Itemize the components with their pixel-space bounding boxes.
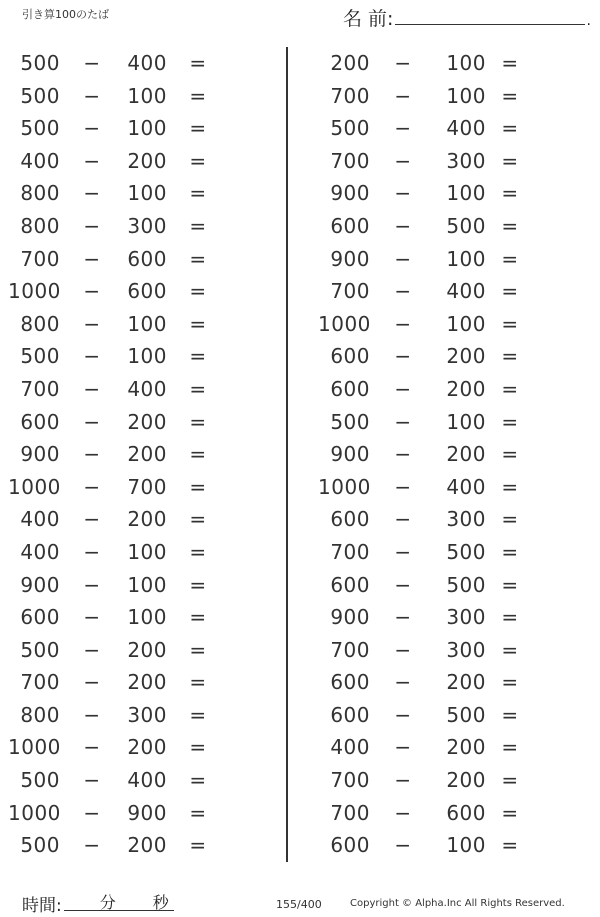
equals-sign: =	[189, 833, 207, 858]
seconds-label: 秒	[152, 893, 169, 912]
minuend: 900	[20, 442, 60, 467]
problem-row	[310, 829, 590, 862]
subtrahend: 200	[446, 768, 486, 793]
equals-sign: =	[189, 213, 207, 238]
equals-sign: =	[501, 148, 519, 173]
minus-sign: −	[83, 279, 101, 304]
problem-row	[310, 601, 590, 634]
minus-sign: −	[394, 768, 412, 793]
minus-sign: −	[83, 116, 101, 141]
minus-sign: −	[394, 116, 412, 141]
problem-row	[310, 145, 590, 178]
subtrahend: 300	[446, 148, 486, 173]
problem-row	[310, 177, 590, 210]
subtrahend: 600	[127, 279, 167, 304]
problem-row	[0, 80, 280, 113]
minuend: 800	[20, 311, 60, 336]
equals-sign: =	[189, 344, 207, 369]
minus-sign: −	[83, 148, 101, 173]
minuend: 500	[20, 116, 60, 141]
problem-row	[0, 340, 280, 373]
minuend: 500	[20, 51, 60, 75]
subtrahend: 200	[127, 833, 167, 858]
problem-row	[0, 536, 280, 569]
subtrahend: 200	[127, 670, 167, 695]
minus-sign: −	[83, 800, 101, 825]
minuend: 700	[330, 539, 370, 564]
subtrahend: 200	[127, 507, 167, 532]
subtrahend: 100	[446, 409, 486, 434]
equals-sign: =	[189, 735, 207, 760]
minus-sign: −	[83, 768, 101, 793]
minus-sign: −	[83, 735, 101, 760]
minuend: 200	[330, 51, 370, 75]
worksheet-title: 引き算100のたば	[22, 8, 109, 21]
minus-sign: −	[83, 51, 101, 75]
minuend: 1000	[8, 735, 61, 760]
subtrahend: 900	[127, 800, 167, 825]
problem-row	[0, 601, 280, 634]
subtrahend: 300	[127, 702, 167, 727]
equals-sign: =	[501, 572, 519, 597]
subtrahend: 100	[446, 181, 486, 206]
name-dot: .	[586, 13, 591, 29]
minus-sign: −	[83, 344, 101, 369]
problem-row	[310, 80, 590, 113]
minuend: 400	[20, 507, 60, 532]
minuend: 700	[330, 637, 370, 662]
minus-sign: −	[83, 442, 101, 467]
subtrahend: 200	[446, 442, 486, 467]
subtrahend: 600	[127, 246, 167, 271]
equals-sign: =	[189, 768, 207, 793]
problem-row	[310, 666, 590, 699]
problem-row	[0, 112, 280, 145]
minus-sign: −	[394, 800, 412, 825]
equals-sign: =	[501, 800, 519, 825]
minus-sign: −	[394, 213, 412, 238]
minus-sign: −	[394, 279, 412, 304]
minus-sign: −	[83, 637, 101, 662]
minuend: 1000	[8, 474, 61, 499]
name-label: 名 前:	[343, 8, 394, 30]
minuend: 700	[330, 768, 370, 793]
minutes-label: 分	[99, 893, 116, 912]
equals-sign: =	[501, 83, 519, 108]
equals-sign: =	[189, 116, 207, 141]
name-field	[343, 4, 591, 31]
subtrahend: 500	[446, 213, 486, 238]
minuend: 600	[330, 213, 370, 238]
minus-sign: −	[394, 670, 412, 695]
time-input-line[interactable]	[64, 890, 174, 911]
minuend: 500	[20, 833, 60, 858]
minus-sign: −	[83, 83, 101, 108]
equals-sign: =	[189, 148, 207, 173]
subtrahend: 100	[127, 116, 167, 141]
minus-sign: −	[394, 344, 412, 369]
equals-sign: =	[501, 735, 519, 760]
equals-sign: =	[501, 279, 519, 304]
minus-sign: −	[394, 507, 412, 532]
minuend: 700	[20, 670, 60, 695]
problem-row	[310, 438, 590, 471]
minus-sign: −	[394, 572, 412, 597]
equals-sign: =	[501, 507, 519, 532]
equals-sign: =	[501, 833, 519, 858]
minuend: 400	[20, 148, 60, 173]
problem-row	[0, 829, 280, 862]
subtrahend: 300	[446, 507, 486, 532]
minuend: 700	[20, 376, 60, 401]
column-divider	[286, 47, 288, 862]
minuend: 500	[20, 344, 60, 369]
subtrahend: 400	[446, 279, 486, 304]
equals-sign: =	[189, 800, 207, 825]
problem-row	[310, 275, 590, 308]
equals-sign: =	[189, 637, 207, 662]
subtrahend: 200	[127, 442, 167, 467]
time-field	[22, 890, 174, 916]
equals-sign: =	[189, 572, 207, 597]
equals-sign: =	[501, 637, 519, 662]
minus-sign: −	[83, 376, 101, 401]
equals-sign: =	[189, 246, 207, 271]
equals-sign: =	[501, 474, 519, 499]
problem-row	[310, 340, 590, 373]
problem-row	[310, 243, 590, 276]
minus-sign: −	[394, 246, 412, 271]
subtrahend: 300	[446, 605, 486, 630]
minuend: 600	[330, 507, 370, 532]
minus-sign: −	[83, 507, 101, 532]
problem-row	[310, 764, 590, 797]
left-problem-column	[0, 47, 280, 862]
subtrahend: 100	[446, 311, 486, 336]
problem-row	[0, 275, 280, 308]
right-problem-column	[310, 47, 590, 862]
minus-sign: −	[83, 181, 101, 206]
minus-sign: −	[83, 572, 101, 597]
minuend: 700	[330, 279, 370, 304]
subtrahend: 300	[446, 637, 486, 662]
minus-sign: −	[394, 51, 412, 75]
minuend: 600	[330, 344, 370, 369]
minus-sign: −	[83, 670, 101, 695]
minuend: 1000	[318, 474, 371, 499]
equals-sign: =	[189, 51, 207, 75]
problem-row	[310, 471, 590, 504]
minus-sign: −	[394, 735, 412, 760]
problem-row	[310, 406, 590, 439]
minuend: 600	[330, 702, 370, 727]
subtrahend: 100	[446, 51, 486, 75]
minuend: 600	[20, 605, 60, 630]
equals-sign: =	[501, 246, 519, 271]
equals-sign: =	[501, 181, 519, 206]
minus-sign: −	[394, 311, 412, 336]
minuend: 500	[330, 116, 370, 141]
problem-row	[0, 666, 280, 699]
minuend: 900	[330, 181, 370, 206]
subtrahend: 400	[127, 768, 167, 793]
problem-row	[0, 699, 280, 732]
equals-sign: =	[501, 442, 519, 467]
minuend: 700	[330, 148, 370, 173]
minuend: 500	[20, 83, 60, 108]
minus-sign: −	[394, 539, 412, 564]
problem-row	[310, 308, 590, 341]
minuend: 800	[20, 702, 60, 727]
equals-sign: =	[189, 279, 207, 304]
subtrahend: 100	[127, 539, 167, 564]
subtrahend: 100	[127, 572, 167, 597]
minuend: 500	[20, 637, 60, 662]
time-label: 時間:	[22, 896, 62, 916]
problem-row	[0, 210, 280, 243]
problem-row	[310, 699, 590, 732]
equals-sign: =	[501, 768, 519, 793]
equals-sign: =	[189, 409, 207, 434]
minuend: 700	[20, 246, 60, 271]
equals-sign: =	[501, 213, 519, 238]
minus-sign: −	[394, 605, 412, 630]
subtrahend: 100	[127, 605, 167, 630]
problem-row	[0, 797, 280, 830]
problem-row	[0, 569, 280, 602]
minuend: 800	[20, 213, 60, 238]
equals-sign: =	[501, 539, 519, 564]
subtrahend: 700	[127, 474, 167, 499]
problem-row	[0, 438, 280, 471]
minuend: 600	[20, 409, 60, 434]
subtrahend: 500	[446, 702, 486, 727]
equals-sign: =	[189, 539, 207, 564]
page-number: 155/400	[276, 898, 322, 911]
problem-row	[310, 536, 590, 569]
minus-sign: −	[394, 148, 412, 173]
problem-row	[0, 177, 280, 210]
subtrahend: 200	[446, 735, 486, 760]
subtrahend: 100	[127, 344, 167, 369]
equals-sign: =	[189, 83, 207, 108]
minuend: 900	[20, 572, 60, 597]
equals-sign: =	[501, 116, 519, 141]
equals-sign: =	[501, 409, 519, 434]
subtrahend: 100	[446, 246, 486, 271]
subtrahend: 100	[127, 83, 167, 108]
equals-sign: =	[501, 311, 519, 336]
subtrahend: 200	[446, 344, 486, 369]
problem-row	[310, 634, 590, 667]
equals-sign: =	[501, 670, 519, 695]
minus-sign: −	[83, 833, 101, 858]
minus-sign: −	[394, 376, 412, 401]
minuend: 800	[20, 181, 60, 206]
minuend: 600	[330, 670, 370, 695]
minuend: 1000	[8, 800, 61, 825]
minus-sign: −	[394, 83, 412, 108]
problem-row	[310, 503, 590, 536]
problem-row	[310, 569, 590, 602]
subtrahend: 400	[446, 474, 486, 499]
problem-row	[310, 731, 590, 764]
minus-sign: −	[83, 213, 101, 238]
subtrahend: 600	[446, 800, 486, 825]
minus-sign: −	[394, 442, 412, 467]
minuend: 400	[20, 539, 60, 564]
problem-row	[0, 243, 280, 276]
minuend: 500	[330, 409, 370, 434]
minus-sign: −	[83, 539, 101, 564]
minus-sign: −	[83, 702, 101, 727]
minuend: 900	[330, 246, 370, 271]
equals-sign: =	[189, 311, 207, 336]
equals-sign: =	[189, 442, 207, 467]
subtrahend: 200	[446, 376, 486, 401]
subtrahend: 100	[446, 833, 486, 858]
minus-sign: −	[394, 833, 412, 858]
problem-row	[0, 47, 280, 80]
minus-sign: −	[394, 474, 412, 499]
problem-row	[0, 634, 280, 667]
minus-sign: −	[83, 409, 101, 434]
problem-row	[310, 47, 590, 80]
minuend: 500	[20, 768, 60, 793]
minus-sign: −	[83, 311, 101, 336]
problem-row	[0, 145, 280, 178]
problem-row	[0, 471, 280, 504]
minuend: 600	[330, 833, 370, 858]
problem-row	[310, 210, 590, 243]
equals-sign: =	[189, 474, 207, 499]
subtrahend: 100	[127, 311, 167, 336]
problem-row	[0, 308, 280, 341]
minuend: 700	[330, 800, 370, 825]
subtrahend: 200	[127, 735, 167, 760]
equals-sign: =	[189, 507, 207, 532]
subtrahend: 500	[446, 572, 486, 597]
problem-row	[0, 731, 280, 764]
name-input-line[interactable]	[395, 4, 585, 25]
equals-sign: =	[501, 51, 519, 75]
equals-sign: =	[501, 605, 519, 630]
subtrahend: 100	[127, 181, 167, 206]
minus-sign: −	[83, 474, 101, 499]
problem-row	[310, 112, 590, 145]
minuend: 1000	[8, 279, 61, 304]
minuend: 400	[330, 735, 370, 760]
equals-sign: =	[189, 181, 207, 206]
subtrahend: 200	[127, 409, 167, 434]
subtrahend: 400	[127, 51, 167, 75]
equals-sign: =	[189, 670, 207, 695]
problem-row	[0, 373, 280, 406]
minus-sign: −	[83, 246, 101, 271]
minuend: 700	[330, 83, 370, 108]
equals-sign: =	[189, 376, 207, 401]
subtrahend: 400	[446, 116, 486, 141]
subtrahend: 200	[446, 670, 486, 695]
subtrahend: 100	[446, 83, 486, 108]
equals-sign: =	[501, 702, 519, 727]
minus-sign: −	[83, 605, 101, 630]
subtrahend: 500	[446, 539, 486, 564]
equals-sign: =	[189, 605, 207, 630]
subtrahend: 200	[127, 637, 167, 662]
problem-row	[310, 373, 590, 406]
minuend: 1000	[318, 311, 371, 336]
problem-row	[0, 503, 280, 536]
minuend: 900	[330, 442, 370, 467]
minuend: 900	[330, 605, 370, 630]
equals-sign: =	[501, 376, 519, 401]
problem-row	[0, 406, 280, 439]
minus-sign: −	[394, 409, 412, 434]
problem-row	[310, 797, 590, 830]
subtrahend: 200	[127, 148, 167, 173]
copyright-notice: Copyright © Alpha.Inc All Rights Reserved.	[350, 898, 565, 909]
minus-sign: −	[394, 702, 412, 727]
subtrahend: 400	[127, 376, 167, 401]
subtrahend: 300	[127, 213, 167, 238]
equals-sign: =	[189, 702, 207, 727]
minus-sign: −	[394, 637, 412, 662]
minuend: 600	[330, 572, 370, 597]
equals-sign: =	[501, 344, 519, 369]
minus-sign: −	[394, 181, 412, 206]
minuend: 600	[330, 376, 370, 401]
problem-row	[0, 764, 280, 797]
